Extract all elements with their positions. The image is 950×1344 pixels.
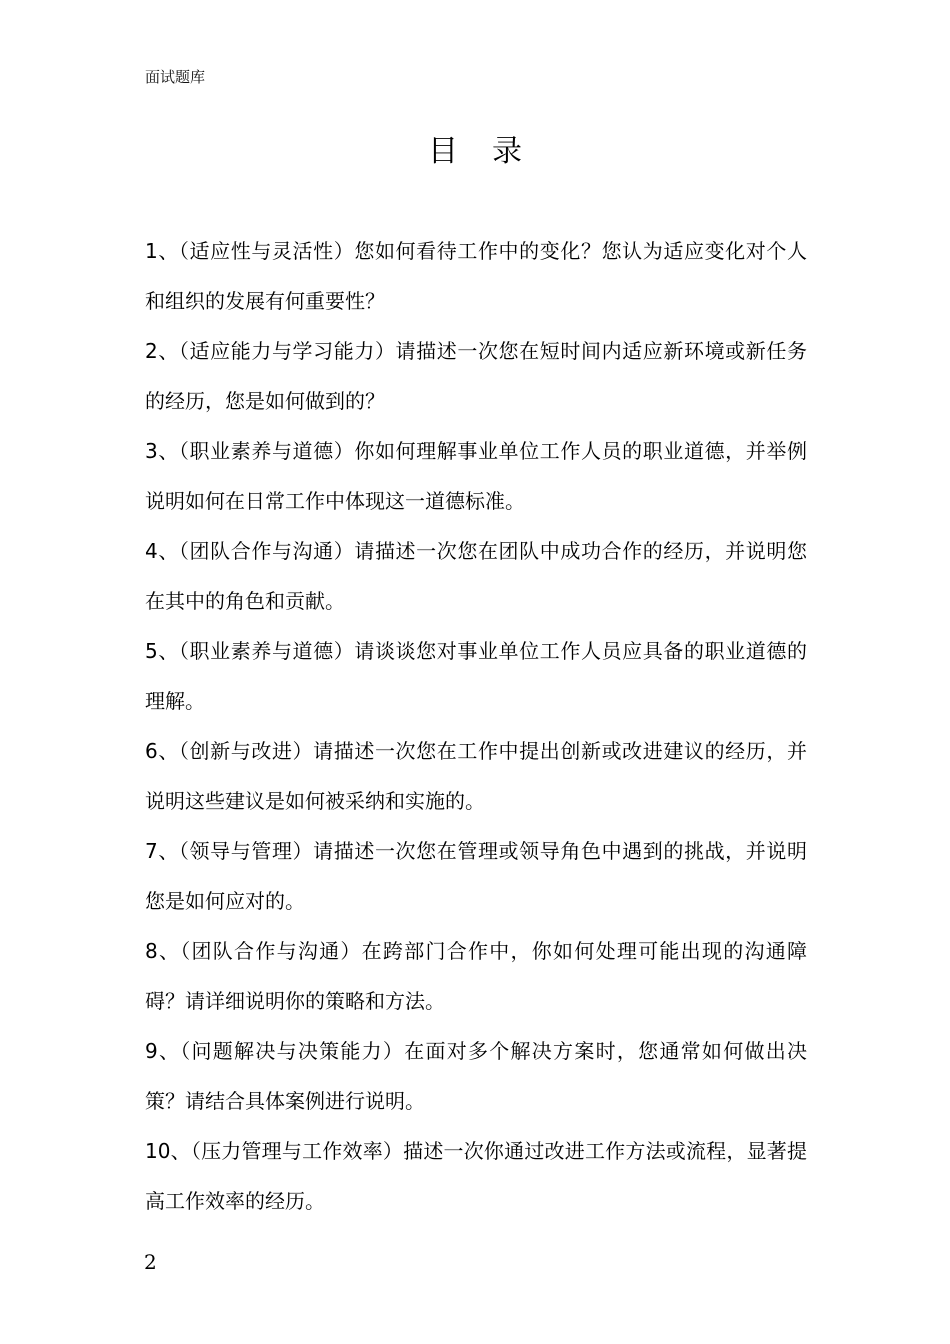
toc-item-1: 1、（适应性与灵活性）您如何看待工作中的变化？您认为适应变化对个人和组织的发展有何重要性？ — [145, 239, 807, 313]
toc-item-10: 10、（压力管理与工作效率）描述一次你通过改进工作方法或流程，显著提高工作效率的经历。 — [145, 1139, 807, 1213]
toc-item-9: 9、（问题解决与决策能力）在面对多个解决方案时，您通常如何做出决策？请结合具体案例进行说明。 — [145, 1039, 807, 1113]
toc-item-3: 3、（职业素养与道德）你如何理解事业单位工作人员的职业道德，并举例说明如何在日常工作中体现这一道德标准。 — [145, 439, 807, 513]
toc-item-7: 7、（领导与管理）请描述一次您在管理或领导角色中遇到的挑战，并说明您是如何应对的。 — [145, 839, 807, 913]
page-title: 目录 — [428, 134, 556, 169]
toc-item-5: 5、（职业素养与道德）请谈谈您对事业单位工作人员应具备的职业道德的理解。 — [145, 639, 807, 713]
page-number: 2 — [144, 1250, 157, 1274]
page-header: 面试题库 — [145, 68, 206, 86]
toc-item-4: 4、（团队合作与沟通）请描述一次您在团队中成功合作的经历，并说明您在其中的角色和贡献。 — [145, 539, 807, 613]
toc-item-6: 6、（创新与改进）请描述一次您在工作中提出创新或改进建议的经历，并说明这些建议是如何被采纳和实施的。 — [145, 739, 807, 813]
table-of-contents — [145, 226, 807, 1226]
toc-item-2: 2、（适应能力与学习能力）请描述一次您在短时间内适应新环境或新任务的经历，您是如何做到的？ — [145, 339, 807, 413]
toc-item-8: 8、（团队合作与沟通）在跨部门合作中，你如何处理可能出现的沟通障碍？请详细说明你的策略和方法。 — [145, 939, 807, 1013]
